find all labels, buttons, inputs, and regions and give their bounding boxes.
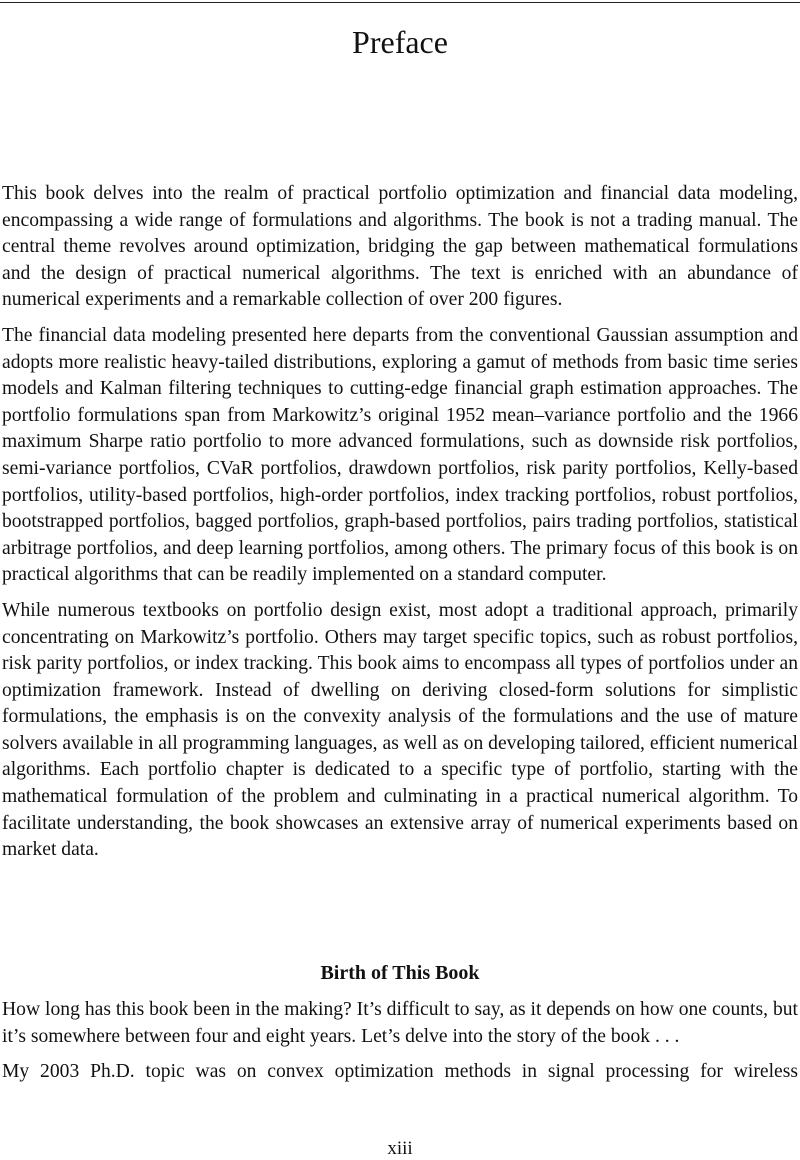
preface-paragraph-2: The financial data modeling presented here departs from the conventional Gaussian assumption and adopts more realistic heavy-tailed distributions, exploring a gamut of methods from basic time series models and Kalman filtering techniques to cutting-edge financial graph estimation approaches. The portfolio formulations span from Markowitz’s original 1952 mean–variance portfolio and the 1966 maximum Sharpe ratio portfolio to more advanced formulations, such as downside risk portfolios, semi-variance portfolios, CVaR portfolios, drawdown portfolios, risk parity portfolios, Kelly-based portfolios, utility-based portfolios, high-order portfolios, index tracking portfolios, robust portfolios, bootstrapped portfolios, bagged portfolios, graph-based portfolios, pairs trading portfolios, statistical arbitrage portfolios, and deep learning portfolios, among others. The primary focus of this book is on practical algorithms that can be readily implemented on a standard computer. [2, 324, 798, 586]
preface-body [2, 181, 798, 864]
section-heading-birth: Birth of This Book [320, 962, 480, 984]
preface-paragraph-1: This book delves into the realm of practical portfolio optimization and financial data modeling, encompassing a wide range of formulations and algorithms. The book is not a trading manual. The central theme revolves around optimization, bridging the gap between mathematical formulations and the design of practical numerical algorithms. The text is enriched with an abundance of numerical experiments and a remarkable collection of over 200 figures. [2, 183, 798, 311]
preface-paragraph-3: While numerous textbooks on portfolio design exist, most adopt a traditional approach, primarily concentrating on Markowitz’s portfolio. Others may target specific topics, such as robust portfolios, risk parity portfolios, or index tracking. This book aims to encompass all types of portfolios under an optimization framework. Instead of dwelling on deriving closed-form solutions for simplistic formulations, the emphasis is on the convexity analysis of the formulations and the use of mature solvers available in all programming languages, as well as on developing tailored, efficient numerical algorithms. Each portfolio chapter is dedicated to a specific type of portfolio, starting with the mathematical formulation of the problem and culminating in a practical numerical algorithm. To facilitate understanding, the book showcases an extensive array of numerical experiments based on market data. [2, 599, 798, 861]
birth-section-body [2, 997, 798, 1086]
page-number: xiii [387, 1138, 413, 1159]
top-rule [0, 2, 800, 3]
birth-paragraph-1: How long has this book been in the making? It’s difficult to say, as it depends on how one counts, but it’s somewhere between four and eight years. Let’s delve into the story of the book . . . [2, 999, 798, 1047]
birth-paragraph-2: My 2003 Ph.D. topic was on convex optimization methods in signal processing for wireless [2, 1061, 798, 1083]
page-title: Preface [352, 24, 448, 60]
